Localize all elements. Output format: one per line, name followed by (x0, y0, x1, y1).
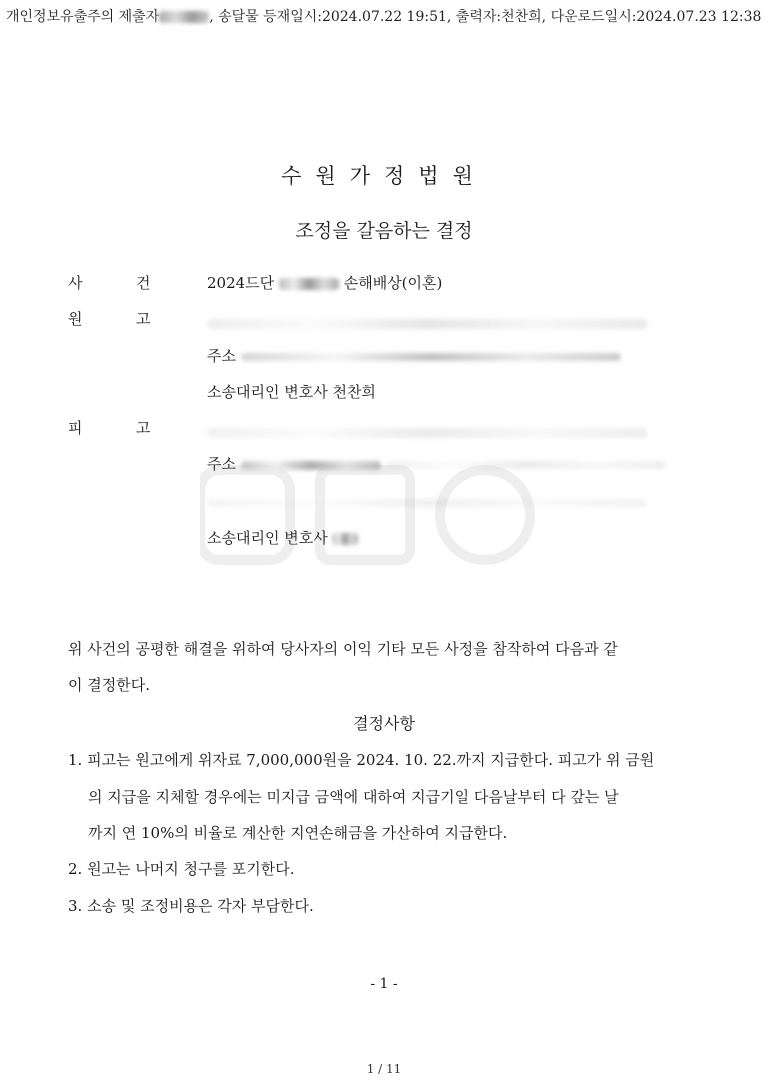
court-name: 수원가정법원 (281, 164, 487, 188)
case-label-2: 건 (136, 274, 151, 292)
case-number (207, 272, 442, 293)
redacted-plaintiff-name (207, 313, 647, 331)
item-1-line-3: 까지 연 10%의 비율로 계산한 지연손해금을 가산하여 지급한다. (88, 824, 508, 842)
section-title: 결정사항 (353, 714, 415, 733)
defendant-address-label: 주소 (207, 455, 236, 473)
defendant-label-2: 고 (136, 419, 151, 437)
item-1-line-1: 1. 피고는 원고에게 위자료 7,000,000원을 2024. 10. 22.까지 지급한다. 피고가 위 금원 (68, 751, 655, 769)
case-number-prefix: 2024드단 (207, 274, 275, 292)
header-suffix: , 송달물 등재일시:2024.07.22 19:51, 출력자:천찬희, 다운로드일시:2024.07.23 12:38 (209, 9, 762, 25)
case-name: 손해배상(이혼) (343, 274, 443, 292)
intro-line-1: 위 사건의 공평한 해결을 위하여 당사자의 이익 기타 모든 사정을 참작하여 다음과 같 (68, 640, 618, 658)
plaintiff-address (207, 345, 621, 366)
download-header (6, 6, 761, 26)
plaintiff-label-2: 고 (136, 310, 151, 328)
watermark (200, 460, 540, 592)
redacted-defendant-address (241, 461, 381, 470)
redacted-defendant-address-line2-blur (207, 499, 647, 507)
document-title: 조정을 갈음하는 결정 (295, 220, 473, 242)
defendant-attorney (207, 527, 358, 548)
item-3: 3. 소송 및 조정비용은 각자 부담한다. (68, 897, 314, 915)
redacted-submitter (159, 11, 209, 23)
redacted-case-number (279, 278, 339, 290)
intro-line-2: 이 결정한다. (68, 676, 150, 694)
plaintiff-address-label: 주소 (207, 347, 236, 365)
defendant-address (207, 453, 666, 474)
case-label-1: 사 (68, 274, 83, 292)
page-number: - 1 - (370, 976, 398, 992)
redacted-plaintiff-address (241, 353, 621, 361)
item-2: 2. 원고는 나머지 청구를 포기한다. (68, 860, 295, 878)
redacted-plaintiff-name-blur (207, 319, 647, 329)
defendant-label-1: 피 (68, 419, 83, 437)
redacted-defendant-address-line2 (207, 492, 647, 510)
item-1-line-2: 의 지급을 지체할 경우에는 미지급 금액에 대하여 지급기일 다음날부터 다 갚는 날 (88, 788, 619, 806)
redacted-defendant-address-extra (386, 461, 666, 469)
redacted-defendant-attorney (332, 533, 358, 545)
header-prefix: 개인정보유출주의 제출자 (6, 9, 160, 25)
plaintiff-label-1: 원 (68, 310, 83, 328)
page-count-indicator: 1 / 11 (366, 1062, 402, 1076)
watermark-graphic (200, 460, 540, 570)
redacted-defendant-name-blur (207, 428, 647, 438)
redacted-defendant-name (207, 422, 647, 440)
plaintiff-attorney: 소송대리인 변호사 천찬희 (207, 383, 376, 401)
defendant-attorney-prefix: 소송대리인 변호사 (207, 529, 328, 547)
